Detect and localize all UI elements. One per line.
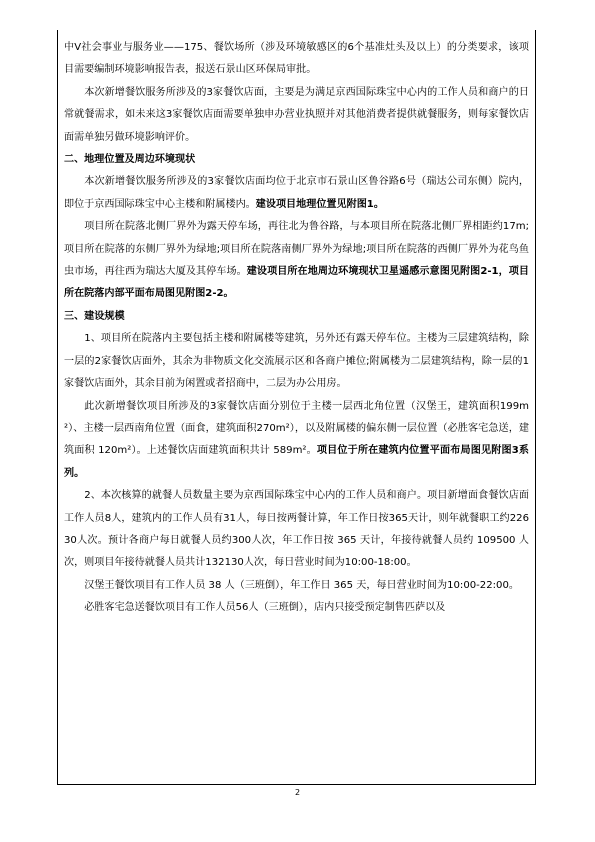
body-paragraph [64, 171, 529, 216]
bold-text-run: 项目位于所在建筑内位置平面布局图见附图3系列。 [64, 445, 530, 479]
document-body [58, 30, 535, 620]
body-paragraph [64, 485, 529, 575]
text-run: 本次新增餐饮服务所涉及的3家餐饮店面均位于北京市石景山区鲁谷路6号（瑞达公司东侧）院内，即位于京西国际珠宝中心主楼和附属楼内。 [64, 176, 529, 210]
body-paragraph [64, 575, 529, 597]
body-paragraph [64, 597, 529, 619]
bold-text-run: 二、地理位置及周边环境现状 [64, 154, 196, 166]
section-heading [64, 149, 529, 171]
page-number: 2 [294, 788, 301, 797]
body-paragraph [64, 37, 529, 82]
text-run: 此次新增餐饮项目所涉及的3家餐饮店面分别位于主楼一层西北角位置（汉堡王，建筑面积199m²）、主楼一层西南角位置（面食，建筑面积270m²），以及附属楼的偏东侧一层位置（必胜客宅急送，建筑面积 120m²）。上述餐饮店面建筑面积共计 589m²。 [64, 400, 529, 457]
text-run: 项目所在院落北侧厂界外为露天停车场，再往北为鲁谷路，与本项目所在院落北侧厂界相距约17m;项目所在院落的东侧厂界外为绿地;项目所在院落南侧厂界外为绿地;项目所在院落的西侧厂界外为花鸟鱼虫市场，再往西为瑞达大厦及其停车场。 [64, 221, 529, 278]
text-run: 汉堡王餐饮项目有工作人员 38 人（三班倒），年工作日 365 天，每日营业时间为10:00-22:00。 [84, 579, 519, 591]
bold-text-run: 建设项目地理位置见附图1。 [255, 198, 384, 210]
document-table-frame [57, 30, 536, 785]
bold-text-run: 三、建设规模 [64, 310, 125, 322]
text-run: 1、项目所在院落内主要包括主楼和附属楼等建筑，另外还有露天停车位。主楼为三层建筑结构，除一层的2家餐饮店面外，其余为非物质文化交流展示区和各商户摊位;附属楼为二层建筑结构，除一层的1家餐饮店面外，其余目前为闲置或者招商中，二层为办公用房。 [64, 333, 529, 390]
body-paragraph [64, 328, 529, 395]
section-heading [64, 306, 529, 328]
text-run: 本次新增餐饮服务所涉及的3家餐饮店面，主要是为满足京西国际珠宝中心内的工作人员和商户的日常就餐需求，如未来这3家餐饮店面需要单独申办营业执照并对其他消费者提供就餐服务，则每家餐饮店面需单独另做环境影响评价。 [64, 86, 529, 143]
text-run: 2、本次核算的就餐人员数量主要为京西国际珠宝中心内的工作人员和商户。项目新增面食餐饮店面工作人员8人，建筑内的工作人员有31人，每日按两餐计算，年工作日按365天计，则年就餐职工约22630人次。预计各商户每日就餐人员约300人次，年工作日按 365 天计，年接待就餐人员约 109500 人次，则项目年接待就餐人员共计132130人次，每日营业时间为10:00-18:00。 [64, 490, 529, 569]
text-run: 必胜客宅急送餐饮项目有工作人员56人（三班倒），店内只接受预定制售匹萨以及 [84, 602, 446, 614]
body-paragraph [64, 82, 529, 149]
text-run: 中Ⅴ社会事业与服务业——175、餐饮场所（涉及环境敏感区的6个基准灶头及以上）的分类要求，该项目需要编制环境影响报告表，报送石景山区环保局审批。 [64, 42, 529, 76]
body-paragraph [64, 396, 529, 486]
body-paragraph [64, 216, 529, 306]
bold-text-run: 建设项目所在地周边环境现状卫星遥感示意图见附图2-1，项目所在院落内部平面布局图见附图2-2。 [64, 266, 530, 300]
